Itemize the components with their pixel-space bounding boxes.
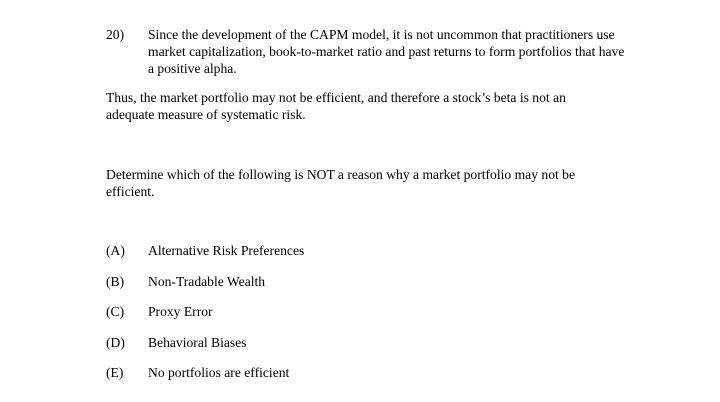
option-text: Behavioral Biases [148, 334, 247, 350]
conclusion-paragraph: Thus, the market portfolio may not be efficient, and therefore a stock’s beta is not an adequate measure of systematic risk. [106, 90, 566, 122]
option-a [106, 242, 506, 273]
question-number: 20) [106, 27, 125, 42]
prompt-paragraph: Determine which of the following is NOT a reason why a market portfolio may not be efficient. [106, 167, 575, 199]
answer-options [106, 242, 506, 395]
option-d [106, 334, 506, 365]
option-text: No portfolios are efficient [148, 365, 290, 380]
option-text: Alternative Risk Preferences [148, 243, 305, 258]
option-letter: (B) [106, 273, 125, 289]
option-letter: (C) [106, 304, 125, 319]
option-text: Proxy Error [148, 304, 213, 319]
option-c [106, 303, 506, 334]
question-block [106, 26, 626, 77]
option-letter: (A) [106, 243, 125, 258]
option-text: Non-Tradable Wealth [148, 273, 266, 289]
option-letter: (D) [106, 334, 125, 350]
option-b [106, 273, 506, 304]
question-text: Since the development of the CAPM model, it is not uncommon that practitioners use market capitalization, book-to-market ratio and past returns to form portfolios that have a positive alpha. [148, 27, 625, 76]
option-e [106, 364, 506, 395]
option-letter: (E) [106, 365, 124, 380]
